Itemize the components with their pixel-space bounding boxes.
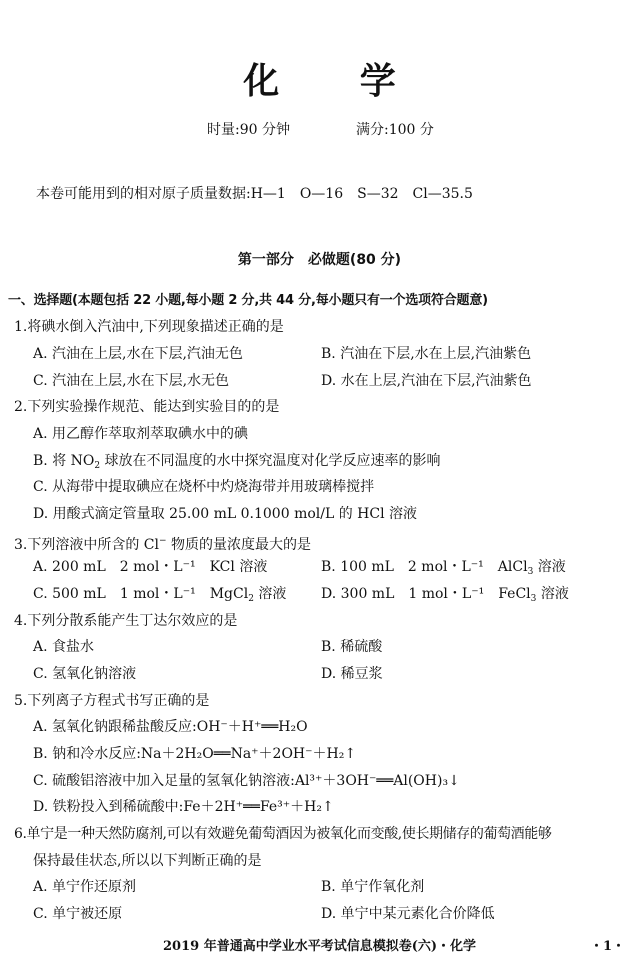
question-2-option-b: B. 将 $NO_2$ 球放在不同温度的水中探究温度对化学反应速率的影响 [33, 453, 441, 471]
question-1-option-d: D. 水在上层,汽油在下层,汽油紫色 [321, 373, 532, 389]
question-5-option-d: D. 铁粉投入到稀硫酸中:Fe＋2H⁺══Fe³⁺＋H₂↑ [33, 799, 334, 815]
question-3-option-c: C. 500 mL 1 mol・L⁻¹ MgCl$_2$ 溶液 [33, 586, 287, 604]
question-4-option-b: B. 稀硫酸 [321, 639, 383, 655]
page-number: ・1・ [590, 939, 626, 954]
full-score: 满分:100 分 [356, 122, 434, 138]
question-6-stem-line-1: 6.单宁是一种天然防腐剂,可以有效避免葡萄酒因为被氧化而变酸,使长期储存的葡萄酒能够 [14, 826, 552, 842]
page-footer: 2019 年普通高中学业水平考试信息模拟卷(六)・化学 [162, 939, 476, 954]
question-4-option-c: C. 氢氧化钠溶液 [33, 666, 137, 682]
question-3-option-b: B. 100 mL 2 mol・L⁻¹ AlCl$_3$ 溶液 [321, 559, 566, 577]
question-2-option-d: D. 用酸式滴定管量取 25.00 mL 0.1000 mol/L 的 HCl 溶液 [33, 506, 418, 522]
question-4-stem: 4.下列分散系能产生丁达尔效应的是 [14, 613, 238, 629]
question-6-stem-line-2: 保持最佳状态,所以以下判断正确的是 [33, 853, 262, 869]
question-6-option-d: D. 单宁中某元素化合价降低 [321, 906, 495, 922]
question-1-option-b: B. 汽油在下层,水在上层,汽油紫色 [321, 346, 532, 362]
question-5-stem: 5.下列离子方程式书写正确的是 [14, 693, 210, 709]
question-5-option-c: C. 硫酸铝溶液中加入足量的氢氧化钠溶液:Al³⁺＋3OH⁻══Al(OH)₃↓ [33, 773, 460, 789]
question-1-option-a: A. 汽油在上层,水在下层,汽油无色 [33, 346, 243, 362]
question-1-stem: 1.将碘水倒入汽油中,下列现象描述正确的是 [14, 319, 284, 335]
time-limit: 时量:90 分钟 [207, 122, 290, 138]
question-6-option-c: C. 单宁被还原 [33, 906, 123, 922]
question-2-stem: 2.下列实验操作规范、能达到实验目的的是 [14, 399, 280, 415]
part-title: 第一部分 必做题(80 分) [237, 252, 402, 268]
question-6-option-a: A. 单宁作还原剂 [33, 879, 137, 895]
question-4-option-a: A. 食盐水 [33, 639, 95, 655]
question-3-option-d: D. 300 mL 1 mol・L⁻¹ FeCl$_3$ 溶液 [321, 586, 569, 604]
question-3-option-a: A. 200 mL 2 mol・L⁻¹ KCl 溶液 [33, 559, 268, 575]
question-6-option-b: B. 单宁作氧化剂 [321, 879, 425, 895]
question-5-option-a: A. 氢氧化钠跟稀盐酸反应:OH⁻＋H⁺══H₂O [33, 719, 308, 735]
question-4-option-d: D. 稀豆浆 [321, 666, 383, 682]
section-title: 一、选择题(本题包括 22 小题,每小题 2 分,共 44 分,每小题只有一个选项符合题意) [8, 293, 488, 308]
question-1-option-c: C. 汽油在上层,水在下层,水无色 [33, 373, 230, 389]
question-5-option-b: B. 钠和冷水反应:Na＋2H₂O══Na⁺＋2OH⁻＋H₂↑ [33, 746, 357, 762]
atomic-mass-note: 本卷可能用到的相对原子质量数据:H—1 O—16 S—32 Cl—35.5 [36, 186, 473, 202]
question-3-stem: 3.下列溶液中所含的 Cl− 物质的量浓度最大的是 [14, 536, 311, 553]
question-2-option-a: A. 用乙醇作萃取剂萃取碘水中的碘 [33, 426, 249, 442]
question-2-option-c: C. 从海带中提取碘应在烧杯中灼烧海带并用玻璃棒搅拌 [33, 479, 375, 495]
page-title: 化 学 [243, 61, 430, 102]
